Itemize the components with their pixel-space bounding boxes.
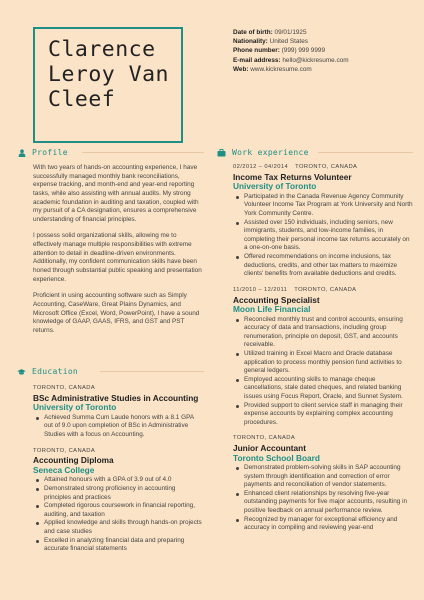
education-bullets [33,476,203,553]
education-divider [100,371,204,372]
name-box [33,27,183,143]
education-school: University of Toronto [33,402,117,413]
work-bullets [233,316,413,428]
list-item: Achieved Summa Cum Laude honors with a 8.1 GPA out of 9.0 upon completion of BSc in Administrative Studies with a focus on Accounting. [33,414,203,440]
work-dates: 02/2012 – 04/2014 [233,164,289,170]
work-entry [233,164,413,279]
work-org: Toronto School Board [233,452,320,463]
dob-label: Date of birth: [233,29,273,36]
work-meta [233,164,413,172]
list-item: Assisted over 150 individuals, including seniors, new immigrants, students, and low-income families, in completing their personal income tax returns accurately on a one-on-one basis. [233,219,413,253]
work-title: Accounting Specialist [233,294,320,305]
profile-heading [17,148,68,159]
list-item: Demonstrated problem-solving skills in SAP accounting system through identification and correction of error payments and reconciliation of vendor statements. [233,464,413,490]
web-row [233,65,413,74]
nationality-row [233,37,413,46]
work-title: Income Tax Returns Volunteer [233,171,352,182]
dob-value: 09/01/1925 [274,29,307,36]
profile-heading-text: Profile [32,148,68,157]
list-item: Completed rigorous coursework in financial reporting, auditing, and taxation [33,502,203,519]
list-item: Participated in the Canada Revenue Agency Community Volunteer Income Tax Program at York University and North York Community Centre. [233,193,413,219]
list-item: Provided support to client service staff in managing their expense accounts by explaining complex accounting procedures. [233,402,413,428]
education-degree: Accounting Diploma [33,455,114,466]
list-item: Reconciled monthly trust and control accounts, ensuring accuracy of data and transactions, including group renumeration, principle on deposit, GST, and accounts receivable. [233,316,413,350]
list-item: Applied knowledge and skills through hands-on projects and case studies [33,519,203,536]
education-entry [33,385,203,440]
work-org: Moon Life Financial [233,304,311,315]
list-item: Excelled in analyzing financial data and preparing accurate financial statements [33,537,203,554]
graduation-cap-icon [17,368,26,377]
education-school: Seneca College [33,464,95,475]
education-degree: BSc Administrative Studies in Accounting [33,392,199,403]
work-heading [217,148,309,159]
profile-paragraph-3: Proficient in using accounting software such as Simply Accounting, CaseWare, Great Plains Dynamics, and Microsoft Office (Excel, Word, PowerPoint), I have a sound knowledge of GAAP, GAAS, IFRS, and GST and PST returns. [33,292,200,334]
list-item: Offered recommendations on income inclusions, tax deductions, credits, and other tax matters to maximize clients' benefits from available deductions and credits. [233,253,413,279]
profile-divider [82,152,204,153]
work-title: Junior Accountant [233,443,306,454]
work-body [233,164,413,541]
name-line-2: Leroy Van [48,62,169,87]
name-line-3: Cleef [48,87,116,112]
work-org: University of Toronto [233,181,317,192]
education-heading [17,367,78,378]
phone-label: Phone number: [233,47,280,55]
work-location: TORONTO, CANADA [294,286,357,293]
work-meta [233,435,413,443]
work-divider [318,152,413,153]
work-heading-text: Work experience [232,148,309,157]
profile-body [33,164,203,344]
list-item: Utilized training in Excel Macro and Oracle database application to process monthly pension fund activities to general ledgers. [233,350,413,376]
education-location: TORONTO, CANADA [33,385,96,391]
education-entry [33,448,203,554]
briefcase-icon [217,149,226,158]
profile-paragraph-2: I possess solid organizational skills, allowing me to effectively manage multiple responsibilities with extreme attention to detail in deadline-driven environments. Additionally, my confident communication skills have been honed through substantial public speaking and presentation experience. [33,232,202,283]
list-item: Demonstrated strong proficiency in accounting principles and practices [33,485,203,502]
dob-row [233,28,413,37]
email-label: E-mail address: [233,56,281,64]
web-value[interactable]: www.kickresume.com [250,65,312,73]
person-icon [17,149,26,158]
personal-info [233,28,413,74]
phone-row [233,46,413,55]
email-row [233,56,413,65]
list-item: Enhanced client relationships by resolving five-year outstanding payments for five major accounts, resulting in positive feedback on annual performance review. [233,490,413,516]
list-item: Attained honours with a GPA of 3.9 out of 4.0 [33,476,203,485]
work-entry [233,287,413,428]
work-location: TORONTO, CANADA [233,435,296,442]
work-entry [233,435,413,533]
work-dates: 11/2010 – 12/2011 [233,286,288,293]
education-bullets [33,414,203,440]
education-heading-text: Education [32,367,79,376]
work-location: TORONTO, CANADA [295,164,358,170]
email-value[interactable]: hello@kickresume.com [282,56,349,64]
nationality-value: United States [269,38,308,46]
work-bullets [233,193,413,279]
work-meta [233,287,413,295]
name-line-1: Clarence [48,37,156,62]
phone-value: (999) 999 9999 [281,47,326,55]
work-bullets [233,464,413,533]
education-location: TORONTO, CANADA [33,447,96,454]
web-label: Web: [233,65,249,73]
profile-paragraph-1: With two years of hands-on accounting experience, I have successfully managed monthly bank reconciliations, expense tracking, and month-end and year-end reporting tasks, while also assisting with annual audits. My strong academic foundation in auditing and taxation, coupled with my pursuit of a CA designation, ensures a comprehensive understanding of financial principles. [33,164,199,223]
education-body [33,385,203,562]
list-item: Recognized by manager for exceptional efficiency and accuracy in compiling and reviewing year-end [233,516,413,533]
nationality-label: Nationality: [233,38,268,46]
list-item: Employed accounting skills to manage cheque cancellations, stale dated cheques, and related banking issues using Focus Report, Oracle, and Sunnet System. [233,376,413,402]
